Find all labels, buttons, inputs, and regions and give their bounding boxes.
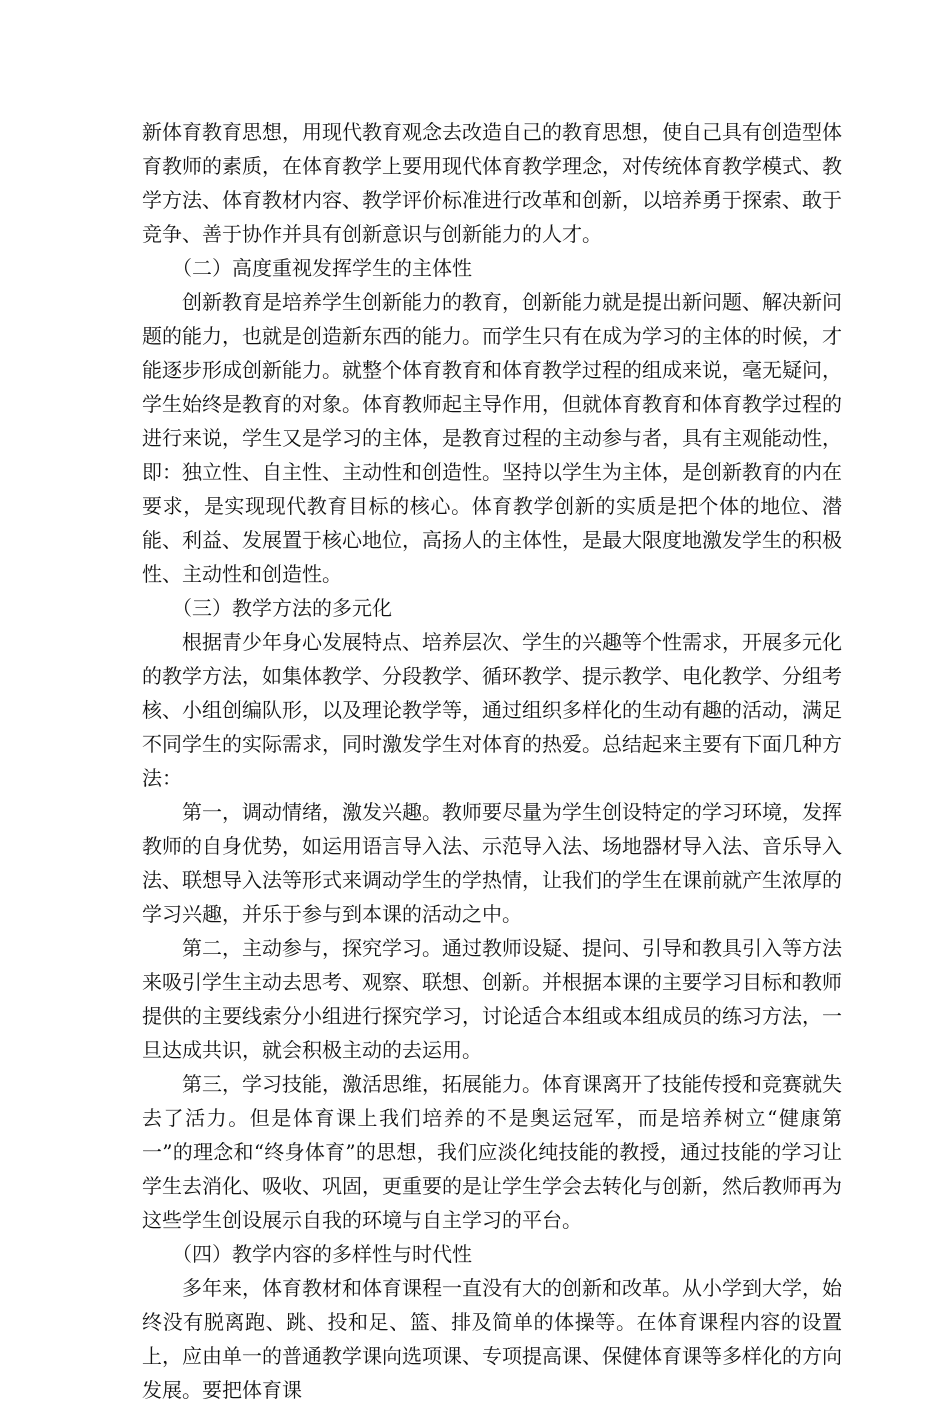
paragraph-content-diversity: 多年来，体育教材和体育课程一直没有大的创新和改革。从小学到大学，始终没有脱离跑、跳、投和足、篮、排及简单的体操等。在体育课程内容的设置上，应由单一的普通教学课向选项课、专项提高课、保健体育课等多样化的方向发展。要把体育课: [142, 1276, 842, 1402]
document-body: [142, 115, 842, 1407]
paragraph-method-second: 第二，主动参与，探究学习。通过教师设疑、提问、引导和教具引入等方法来吸引学生主动去思考、观察、联想、创新。并根据本课的主要学习目标和教师提供的主要线索分小组进行探究学习，讨论适合本组或本组成员的练习方法，一旦达成共识，就会积极主动的去运用。: [142, 936, 842, 1062]
paragraph-continued: 新体育教育思想，用现代教育观念去改造自己的教育思想，使自己具有创造型体育教师的素质，在体育教学上要用现代体育教学理念，对传统体育教学模式、教学方法、体育教材内容、教学评价标准进行改革和创新，以培养勇于探索、敢于竞争、善于协作并具有创新意识与创新能力的人才。: [142, 120, 842, 246]
paragraph-methods-intro: 根据青少年身心发展特点、培养层次、学生的兴趣等个性需求，开展多元化的教学方法，如集体教学、分段教学、循环教学、提示教学、电化教学、分组考核、小组创编队形，以及理论教学等，通过组织多样化的生动有趣的活动，满足不同学生的实际需求，同时激发学生对体育的热爱。总结起来主要有下面几种方法：: [142, 630, 842, 790]
paragraph-method-first: 第一，调动情绪，激发兴趣。教师要尽量为学生创设特定的学习环境，发挥教师的自身优势，如运用语言导入法、示范导入法、场地器材导入法、音乐导入法、联想导入法等形式来调动学生的学热情，让我们的学生在课前就产生浓厚的学习兴趣，并乐于参与到本课的活动之中。: [142, 800, 842, 926]
section-heading-2: （二）高度重视发挥学生的主体性: [172, 256, 472, 280]
section-heading-4: （四）教学内容的多样性与时代性: [172, 1242, 472, 1266]
section-heading-3: （三）教学方法的多元化: [172, 596, 392, 620]
paragraph-method-third: 第三，学习技能，激活思维，拓展能力。体育课离开了技能传授和竞赛就失去了活力。但是体育课上我们培养的不是奥运冠军，而是培养树立“健康第一”的理念和“终身体育”的思想，我们应淡化纯技能的教授，通过技能的学习让学生去消化、吸收、巩固，更重要的是让学生学会去转化与创新，然后教师再为这些学生创设展示自我的环境与自主学习的平台。: [142, 1072, 842, 1232]
paragraph-student-subject: 创新教育是培养学生创新能力的教育，创新能力就是提出新问题、解决新问题的能力，也就是创造新东西的能力。而学生只有在成为学习的主体的时候，才能逐步形成创新能力。就整个体育教育和体育教学过程的组成来说，毫无疑问，学生始终是教育的对象。体育教师起主导作用，但就体育教育和体育教学过程的进行来说，学生又是学习的主体，是教育过程的主动参与者，具有主观能动性，即：独立性、自主性、主动性和创造性。坚持以学生为主体，是创新教育的内在要求，是实现现代教育目标的核心。体育教学创新的实质是把个体的地位、潜能、利益、发展置于核心地位，高扬人的主体性，是最大限度地激发学生的积极性、主动性和创造性。: [142, 290, 842, 586]
